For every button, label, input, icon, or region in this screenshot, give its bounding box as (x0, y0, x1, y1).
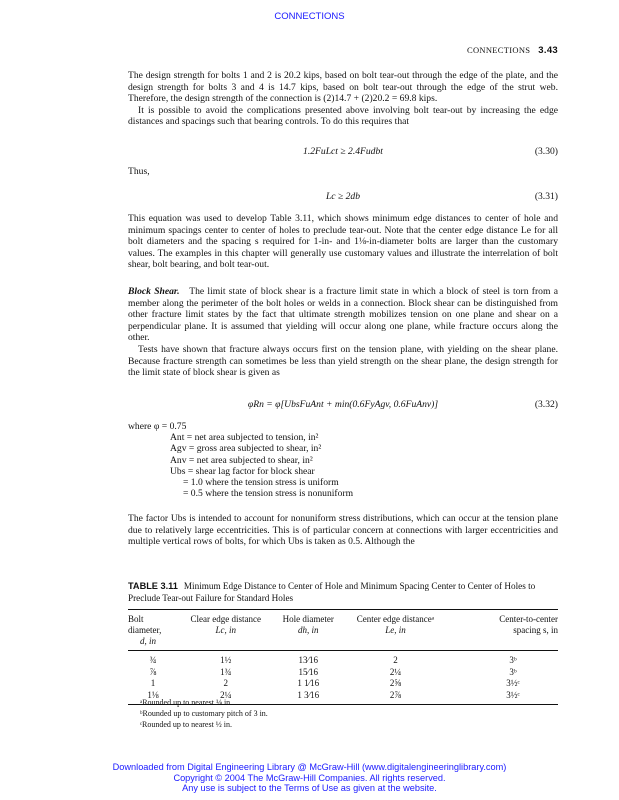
running-head (467, 45, 558, 56)
table-cell: 3ᵇ (509, 655, 517, 665)
paragraph (128, 286, 558, 344)
table-cell: 2¼ (220, 689, 232, 700)
block-shear-heading: Block Shear. (128, 286, 180, 297)
table-cell: 1½ (220, 655, 232, 665)
table-cell: 1 3⁄16 (297, 689, 320, 700)
page-number: 3.43 (538, 45, 558, 56)
equation-number: (3.31) (534, 191, 558, 202)
column-header: Clear edge distance Lc, in (190, 614, 261, 635)
where-item: Ant = net area subjected to tension, in² (170, 432, 319, 444)
table-cell: 2 (393, 655, 398, 665)
running-head-section: CONNECTIONS (467, 45, 531, 55)
equation-3-30 (128, 146, 558, 158)
body-paragraphs-2 (128, 213, 558, 271)
table-label: TABLE 3.11 (128, 581, 178, 591)
table-cell: 2⅝ (389, 678, 402, 688)
table-cell: 1 1⁄16 (297, 678, 320, 688)
footer-copyright: Copyright © 2004 The McGraw-Hill Companies. All rights reserved. (173, 772, 446, 783)
footnote: ᵃRounded up to nearest ⅛ in. (140, 698, 233, 707)
block-shear-section (128, 286, 558, 379)
table-cell: 1⅛ (147, 689, 159, 700)
equation-expression: φRn = φ[UbsFuAnt + min(0.6FyAgv, 0.6FuAnv)] (247, 399, 439, 410)
table-row (128, 678, 558, 690)
body-paragraphs-1 (128, 70, 558, 128)
table-cell: ¾ (149, 655, 157, 665)
thus-text (128, 166, 558, 178)
column-header: Bolt diameter, d, in (128, 614, 162, 646)
footnote: ᵇRounded up to customary pitch of 3 in. (140, 709, 268, 718)
table-cell: 2¼ (389, 666, 402, 677)
table-cell: 2 (223, 678, 229, 688)
table-cell: 1¾ (220, 666, 232, 677)
table-cell: 3ᵇ (509, 666, 517, 677)
table-cell: 2⅞ (389, 689, 402, 700)
footer-link[interactable]: Downloaded from Digital Engineering Library @ McGraw-Hill (www.digitalengineeringlibrary.com) (112, 762, 507, 772)
download-footer (0, 762, 619, 794)
paragraph: Tests have shown that fracture always occurs first on the tension plane, with yielding on the shear plane. Because fracture strength can sometimes be less than yield strength on the shear plane, the design strength for the limit state of block shear is given as (128, 343, 558, 379)
body-paragraphs-3 (128, 513, 558, 548)
column-header: Center edge distanceᵃ Le, in (356, 614, 435, 635)
paragraph: The design strength for bolts 1 and 2 is 20.2 kips, based on bolt tear-out through the edge of the plate, and the design strength for bolts 3 and 4 is 14.7 kips, based on bolt tear-out through the edge of the strut web. Therefore, the design strength of the connection is (2)14.7 + (2)20.2 = 69.8 kips. (128, 70, 558, 105)
footnote: ᶜRounded up to nearest ½ in. (140, 720, 233, 729)
table-caption (128, 580, 558, 604)
paragraph: This equation was used to develop Table 3.11, which shows minimum edge distances to center of hole and minimum spacings center to center of holes to preclude tear-out. Note that the center edge distance Le for all bolt diameters and the spacing s required for 1-in- and 1⅛-in-diameter bolts are larger than the customary values. The examples in this chapter will generally use customary values and illustrate the interrelation of bolt shear, bolt bearing, and bolt tear-out. (128, 213, 558, 271)
equation-expression: 1.2FuLct ≥ 2.4Fudbt (303, 146, 383, 157)
equation-3-32 (128, 399, 558, 411)
paragraph: The factor Ubs is intended to account for nonuniform stress distributions, which can occur at the tension plane due to relatively large eccentricities. This is of particular concern at connections with larger eccentricities and multiple vertical rows of bolts, for which Ubs is taken as 0.5. Although the (128, 513, 558, 548)
table-header-row (128, 610, 558, 651)
where-item: Ubs = shear lag factor for block shear (170, 465, 315, 477)
table-footnotes (140, 697, 268, 730)
table-title: Minimum Edge Distance to Center of Hole and Minimum Spacing Center to Center of Holes to Preclude Tear-out Failure for Standard Holes (128, 581, 536, 603)
table-cell: 1 (150, 678, 156, 688)
where-item: = 0.5 where the tension stress is nonuniform (183, 488, 354, 500)
table-cell: 3½ᶜ (506, 678, 520, 688)
where-item: = 1.0 where the tension stress is uniform (183, 477, 339, 489)
where-item: Agv = gross area subjected to shear, in² (170, 443, 322, 455)
table-cell: 3½ᶜ (506, 689, 520, 700)
where-item: where φ = 0.75 (128, 421, 187, 432)
where-list (128, 421, 558, 499)
equation-number: (3.32) (534, 399, 558, 410)
equation-expression: Lc ≥ 2db (325, 191, 361, 202)
footer-terms[interactable]: Any use is subject to the Terms of Use as given at the website. (182, 783, 437, 793)
paragraph: Thus, (128, 166, 150, 177)
equation-3-31 (128, 191, 558, 203)
equation-number: (3.30) (534, 146, 558, 157)
where-item: Anv = net area subjected to shear, in² (170, 454, 313, 466)
table-cell: ⅞ (149, 666, 157, 677)
table-cell: 13⁄16 (298, 655, 319, 665)
column-header: Center-to-center spacing s, in (499, 614, 558, 635)
paragraph-text: The limit state of block shear is a fracture limit state in which a block of steel is torn from a member along the perimeter of the bolt holes or welds in a connection. Block shear can be distinguished from other fracture limit states by the fact that ultimate strength mobilizes tension on one plane and shear on a perpendicular plane. It is assumed that yielding will occur along one plane, while fracture occurs along the other. (128, 286, 558, 344)
edge-distance-table (128, 609, 558, 705)
table-row (128, 651, 558, 667)
top-banner: CONNECTIONS (274, 11, 345, 22)
table-row (128, 667, 558, 679)
column-header: Hole diameter dh, in (282, 614, 334, 635)
paragraph: It is possible to avoid the complications presented above involving bolt tear-out by increasing the edge distances and spacings such that bearing controls. To do this requires that (128, 104, 558, 128)
table-cell: 15⁄16 (298, 666, 319, 677)
